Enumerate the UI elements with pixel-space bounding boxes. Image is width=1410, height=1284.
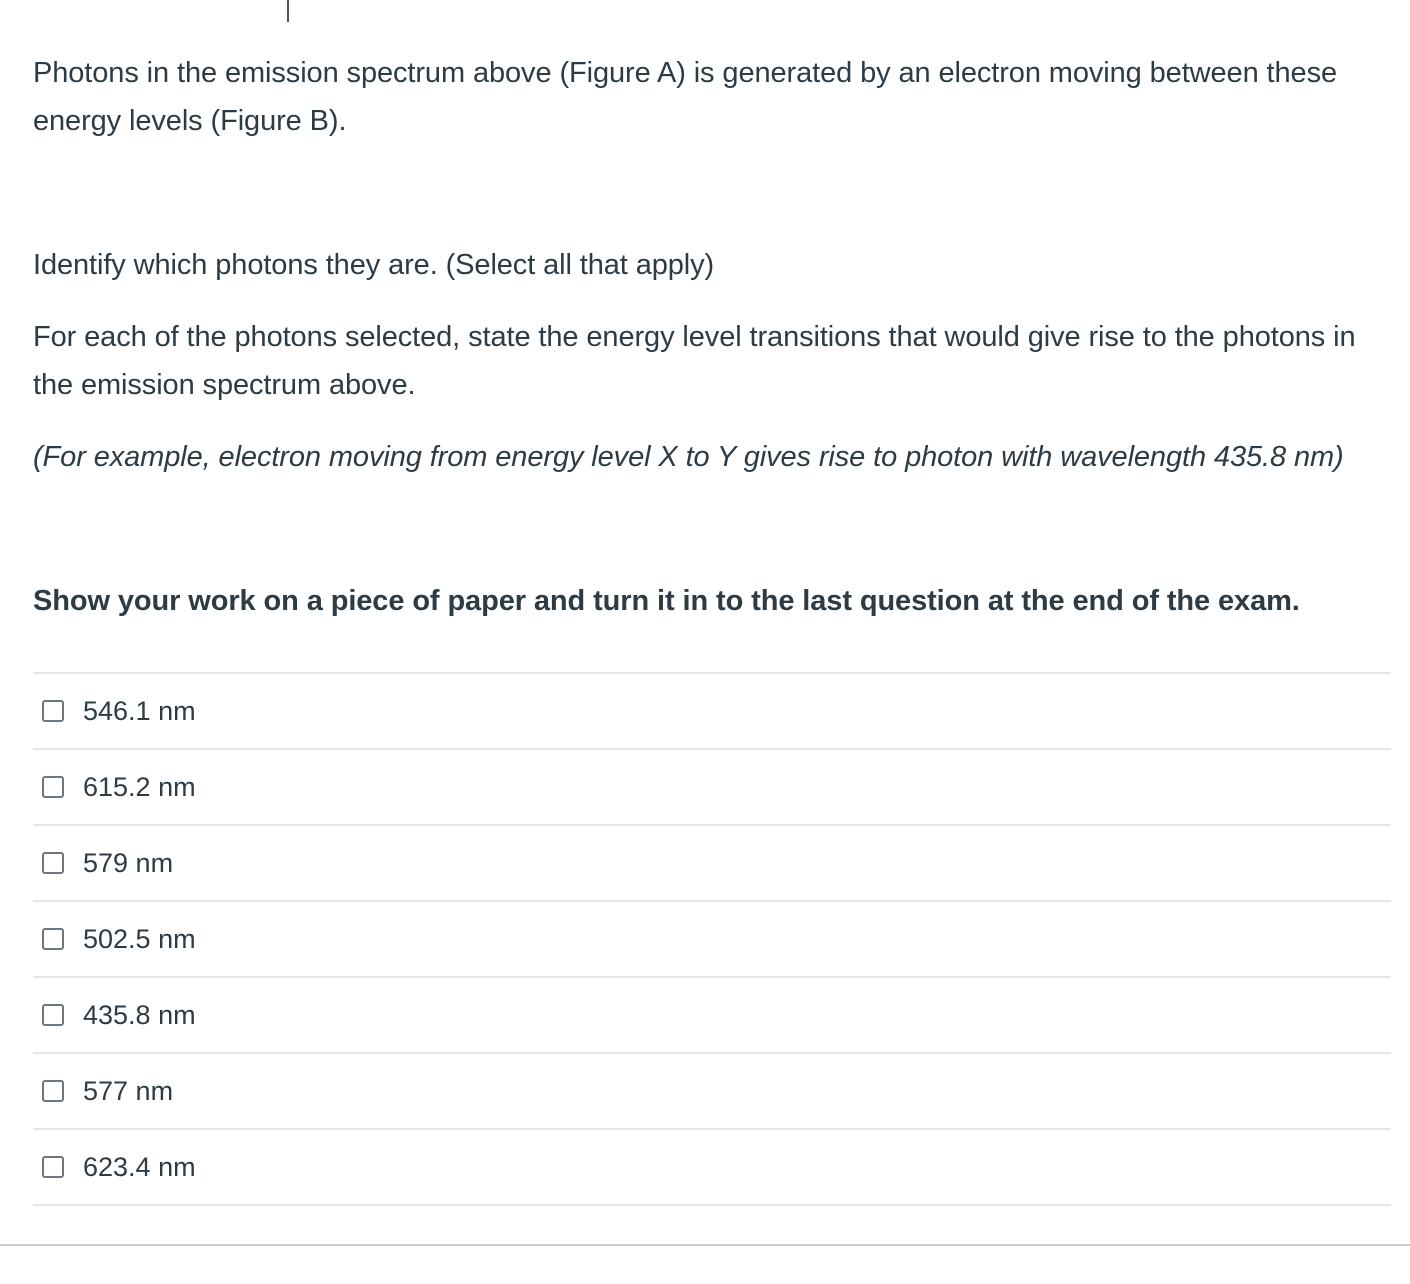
bottom-divider: [0, 1244, 1410, 1246]
answer-checkbox[interactable]: [42, 1156, 64, 1178]
answer-checkbox[interactable]: [42, 776, 64, 798]
answer-checkbox[interactable]: [42, 700, 64, 722]
answer-label: 577 nm: [83, 1075, 174, 1106]
question-work-note: Show your work on a piece of paper and turn it in to the last question at the end of the exam.: [33, 585, 1300, 617]
answer-label: 546.1 nm: [83, 695, 196, 726]
answer-list: [33, 672, 1391, 1206]
question-intro: Photons in the emission spectrum above (Figure A) is generated by an electron moving between these energy levels (Figure B).: [33, 57, 1337, 137]
answer-checkbox[interactable]: [42, 1080, 64, 1102]
answer-label: 615.2 nm: [83, 771, 196, 802]
answer-option[interactable]: [33, 902, 1391, 978]
answer-label: 435.8 nm: [83, 999, 196, 1030]
answer-option[interactable]: [33, 978, 1391, 1054]
answer-option[interactable]: [33, 826, 1391, 902]
answer-checkbox[interactable]: [42, 928, 64, 950]
answer-label: 502.5 nm: [83, 923, 196, 954]
answer-option[interactable]: [33, 1130, 1391, 1206]
answer-label: 579 nm: [83, 847, 174, 878]
question-instruction: Identify which photons they are. (Select all that apply): [33, 249, 715, 281]
answer-checkbox[interactable]: [42, 852, 64, 874]
question-example: (For example, electron moving from energy level X to Y gives rise to photon with wavelength 435.8 nm): [33, 441, 1344, 473]
question-task: For each of the photons selected, state the energy level transitions that would give rise to the photons in the emission spectrum above.: [33, 321, 1356, 401]
top-divider-tick: [287, 0, 289, 22]
answer-option[interactable]: [33, 750, 1391, 826]
answer-label: 623.4 nm: [83, 1151, 196, 1182]
answer-option[interactable]: [33, 1054, 1391, 1130]
answer-option[interactable]: [33, 674, 1391, 750]
answer-checkbox[interactable]: [42, 1004, 64, 1026]
